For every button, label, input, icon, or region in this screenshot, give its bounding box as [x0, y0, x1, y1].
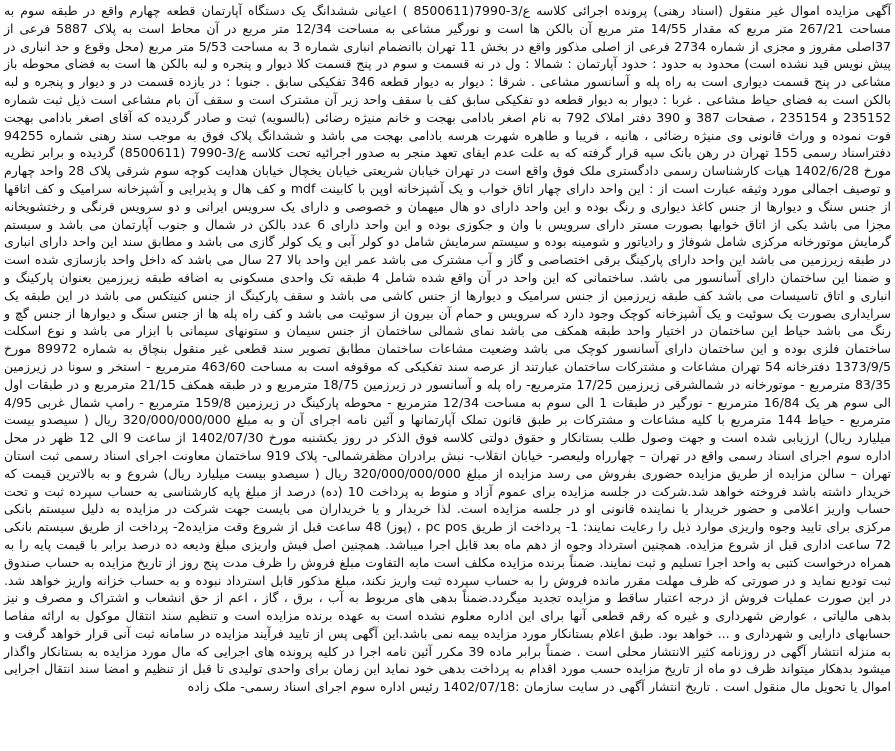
auction-notice-text: آگهی مزایده اموال غیر منقول (اسناد رهنی) پرونده اجرائی کلاسه ع/3-7990(8500611 ) اعیانی ششدانگ یک دستگاه آپارتمان قطعه چهارم واقع در طبقه سوم به مساحت 267/21 متر مربع که مقدار 14/55 متر مربع آن بالکن ها است و نورگیر مشاعی به مساحت 12/34 متر مربع در آن محاط است به پلاک 5887 فرعی از 37اصلی مفروز و مجزی از شماره 2734 فرعی از اصلی مذکور واقع در بخش 11 تهران باانضمام انباری شماره 3 به مساحت 5/53 متر مربع (محل وقوع و حد انباری در پیش نویس قید نشده است) محدود به حدود : حدود آپارتمان : شمالا : ول در نه قسمت و سوم در پنج قسمت کلا دیوار و پنجره و لبه بالکن ها است به فضای محوطه باز مشاعی در پنج قسمت دیواری است به راه پله و آسانسور مشاعی . شرقا : دیوار به دیوار قطعه 346 تفکیکی سابق . جنوبا : در یازده قسمت در و دیوار و پنجره و لبه بالکن است به فضای حیاط مشاعی . غربا : دیوار به دیوار قطعه دو تفکیکی سابق کف با سقف واحد زیر آن مشترک است و سقف آن بام مشاعی است ذیل ثبت شماره 235152 و 235154 ، صفحات 387 و 390 دفتر املاک 792 به نام اصغر بادامی بهجت و خانم منیژه رضائی (بالسویه) ثبت و صادر گردیده که آقای اصغر بادامی بهجت فوت نموده و وراث قانونی وی منیژه رضائی ، هانیه ، فریبا و طاهره شهرت هرسه بادامی بهجت می باشد و ششدانگ پلاک فوق به موجب سند رهنی شماره 94255 دفتراسناد رسمی 155 تهران در رهن بانک سپه قرار گرفته که به علت عدم ایفای تعهد منجر به صدور اجرائیه تحت کلاسه ع/3-7990 (8500611) گردیده و برابر نظریه مورخ 1402/6/28 هیات کارشناسان رسمی دادگستری ملک فوق واقع است در تهران خیابان شریعتی خیابان یخچال خیابان هدایت کوچه سوم شرقی پلاک 28 واحد چهارم و توصیف اجمالی مورد وثیقه عبارت است از : این واحد دارای چهار اتاق خواب و یک آشپزخانه اوپن با کابینت mdf و کف هال و پذیرایی و آشپزخانه سرامیک و کف اتاقها از جنس سنگ و دیوارها از جنس کاغذ دیواری و رنگ بوده و این واحد دارای دو هال میهمان و خصوصی و دارای یک سرویس ایرانی و دو سرویس فرنگی و رختشویخانه مجزا می باشد یکی از اتاق خوابها بصورت مستر دارای سرویس با وان و جکوزی بوده و این واحد دارای 6 عدد بالکن در شمال و جنوب آپارتمان می باشد و سیستم گرمایش موتورخانه مرکزی شامل شوفاژ و رادیاتور و شومینه بوده و سیستم سرمایش شامل دو کولر آبی و یک کولر گازی می باشد و مطابق سند این واحد دارای انباری در طبقه زیرزمین می باشد این واحد دارای پارکینگ برقی اختصاصی و گاز و آب مشترک می باشد عمر این واحد بالا 27 سال می باشد که داخل واحد بازسازی شده است و ضمنا این ساختمان دارای آسانسور می باشد. ساختمانی که این واحد در آن واقع شده شامل 4 طبقه تک واحدی مسکونی به اضافه طبقه زیرزمین بعنوان پارکینگ و انباری و اتاق تاسیسات می باشد کف طبقه زیرزمین از جنس سرامیک و دیوارها از جنس کاشی می باشد و سقف پارکینگ از جنس کنیتکس می باشد در این طبقه یک سرایداری بصورت یک سوئیت و یک آشپزخانه کوچک وجود دارد که سرویس و حمام آن بیرون از سوئیت می باشد و کف راه پله ها از جنس سنگ و دیوارها از جنس گچ و رنگ می باشد حیاط این ساختمان در اختیار واحد طبقه همکف می باشد نمای شمالی ساختمان از جنس سیمان و ستونهای سیمانی با ابزار می باشد و نوع اسکلت ساختمان فلزی بوده و این ساختمان دارای آسانسور کوچک می باشد وضعیت مشاعات ساختمان مطابق تصویر سند قطعی غیر منقول بنچاق به شماره 89972 مورخ 1373/9/5 دفترخانه 54 تهران مشاعات و مشترکات ساختمان عبارتند از عرصه سند تفکیکی که موقوفه است به مساحت 463/60 مترمربع - استخر و سونا در زیرزمین 83/35 مترمربع - موتورخانه در شمالشرقی زیرزمین 17/25 مترمربع- راه پله و آسانسور در زیرزمین 18/75 مترمربع و در طبقه همکف 21/15 مترمربع و در طبقات اول الی سوم هر یک 16/84 مترمربع - نورگیر در طبقات 1 الی سوم به مساحت 12/34 مترمربع - محوطه پارکینگ در زیرزمین 159/8 مترمربع - رامپ شمال غربی 4/95 مترمربع - حیاط 144 مترمربع با کلیه مشاعات و مشترکات بر طبق قانون تملک آپارتمانها و آئین نامه اجرای آن و به مبلغ 320/000/000/000 ریال ( سیصدو بیست میلیارد ریال) ارزیابی شده است و جهت وصول طلب بستانکار و حقوق دولتی کلاسه فوق الذکر در روز یکشنبه مورخ 1402/07/30 از ساعت 9 الی 12 ظهر در محل اداره سوم اجرای اسناد رسمی واقع در تهران – چهارراه ولیعصر- خیابان انقلاب- نبش برادران مظفرشمالی- پلاک 919 ساختمان معاونت اجرای اسناد رسمی ثبت استان تهران – سالن مزایده از طریق مزایده حضوری بفروش می رسد مزایده از مبلغ 320/000/000/000 ریال ( سیصدو بیست میلیارد ریال) شروع و به بالاترین قیمت که خریدار داشته باشد فروخته خواهد شد.شرکت در جلسه مزایده برای عموم آزاد و منوط به پرداخت 10 (ده) درصد از مبلغ پایه کارشناسی به حساب سپرده ثبت و تحت حساب واریز اعلامی و حضور خریدار یا نماینده قانونی او در جلسه مزایده است. لذا خریدار و یا خریداران می بایست جهت شرکت در مزایده به دلیل سیستم بانکی مرکزی برای تایید وجوه واریزی موارد ذیل را رعایت نمایند: 1- پرداخت از طریق pc pos ، (پوز) 48 ساعت قبل از شروع وقت مزایده2- پرداخت از طریق سیستم بانکی 72 ساعت اداری قبل از شروع مزایده. همچنین استرداد وجوه از دهم ماه بعد قابل اجرا میباشد. همچنین اصل فیش واریزی مبلغ ودیعه ده درصد برابر با قیمت پایه را به همراه درخواست کتبی به واحد اجرا تسلیم و ثبت نمایند. ضمناً برنده مزایده مکلف است مابه التفاوت مبلغ فروش را ظرف مدت پنج روز از تاریخ مزایده به حساب صندوق ثبت تودیع نماید و در صورتی که ظرف مهلت مقرر مانده فروش را به حساب سپرده ثبت واریز نکند، مبلغ مذکور قابل استرداد نبوده و به حساب خزانه واریز خواهد شد. در این صورت عملیات فروش از درجه اعتبار ساقط و مزایده تجدید میگردد.ضمناً بدهی های مربوط به آب ، برق ، گاز ، اعم از حق انشعاب و اشتراک و مصرف و نیز بدهی مالیاتی ، عوارض شهرداری و غیره که رقم قطعی آنها برای این اداره معلوم نشده است به عهده برنده مزایده است و تنظیم سند انتقال موکول به ارائه مفاصا حسابهای دارایی و شهرداری و ... خواهد بود. طبق اعلام بستانکار مورد مزایده بیمه نمی باشد.این آگهی پس از تایید فرآیند مزایده در سامانه ثبت آنی قرار خواهد گرفت و به منزله انتشار آگهی در روزنامه کثیر الانتشار محلی است . ضمناً برابر ماده 39 مکرر آئین نامه اجرا در کلیه پرونده های اجرایی که مال مورد مزایده به بستانکار واگذار میشود بدهکار میتواند ظرف دو ماه از تاریخ مزایده حسب مورد اقدام به پرداخت بدهی خود نماید این زمان برای واحدی تولیدی تا قبل از تنظیم و امضا سند انتقال اجرایی اموال یا تحویل مال منقول است . تاریخ انتشار آگهی در سایت سازمان :1402/07/18 رئیس اداره سوم اجرای اسناد رسمی- ملک زاده [4, 3, 892, 695]
